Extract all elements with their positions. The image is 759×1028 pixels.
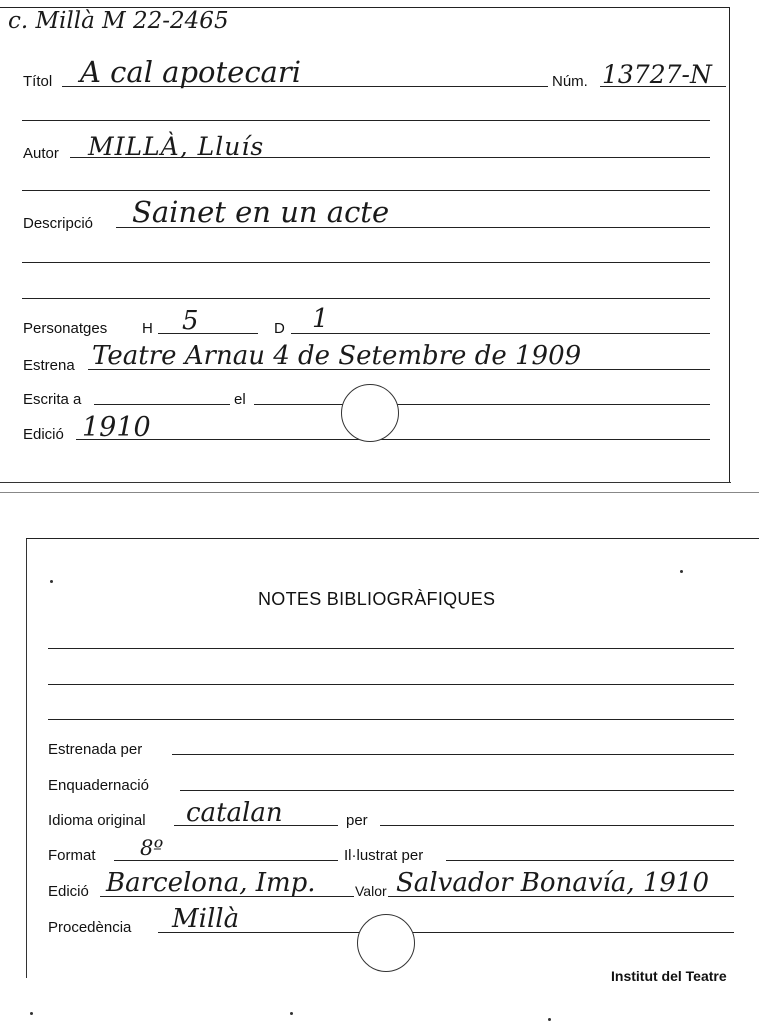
author-extra-line bbox=[22, 190, 710, 191]
illustrated-by-label: Il·lustrat per bbox=[344, 847, 424, 864]
cards-divider bbox=[0, 492, 759, 493]
edition2-value-a: Barcelona, Imp. bbox=[106, 868, 316, 898]
title-label: Títol bbox=[23, 73, 53, 90]
speck bbox=[680, 570, 683, 573]
binding-label: Enquadernació bbox=[48, 777, 149, 794]
premiered-by-line bbox=[172, 754, 734, 755]
notes-heading: NOTES BIBLIOGRÀFIQUES bbox=[258, 589, 496, 609]
description-value: Sainet en un acte bbox=[132, 195, 390, 229]
binding-line bbox=[180, 790, 734, 791]
punch-hole bbox=[341, 384, 399, 442]
characters-d-line bbox=[291, 333, 710, 334]
title-extra-line bbox=[22, 120, 710, 121]
description-label: Descripció bbox=[23, 215, 94, 232]
characters-d-value: 1 bbox=[312, 304, 329, 334]
illustrated-by-line bbox=[446, 860, 734, 861]
card1-bottom-edge bbox=[0, 482, 731, 483]
characters-h-value: 5 bbox=[182, 306, 199, 336]
original-language-label: Idioma original bbox=[48, 812, 146, 829]
premiere-label: Estrena bbox=[23, 357, 75, 374]
number-value: 13727-N bbox=[602, 60, 712, 89]
edition2-label: Edició bbox=[48, 883, 89, 900]
provenance-line bbox=[158, 932, 734, 933]
edition-label: Edició bbox=[23, 426, 64, 443]
punch-hole-2 bbox=[357, 914, 415, 972]
notes-line-2 bbox=[48, 684, 734, 685]
characters-h-label: H bbox=[142, 320, 153, 337]
card2-top-edge bbox=[26, 538, 759, 539]
notes-line-1 bbox=[48, 648, 734, 649]
written-in-label: Escrita a bbox=[23, 391, 82, 408]
translated-by-label: per bbox=[346, 812, 368, 829]
number-label: Núm. bbox=[552, 73, 588, 90]
speck bbox=[30, 1012, 33, 1015]
premiere-value: Teatre Arnau 4 de Setembre de 1909 bbox=[92, 341, 582, 371]
author-label: Autor bbox=[23, 145, 59, 162]
written-in-line bbox=[94, 404, 230, 405]
provenance-value: Millà bbox=[172, 904, 240, 934]
notes-line-3 bbox=[48, 719, 734, 720]
written-on-label: el bbox=[234, 391, 246, 408]
original-language-value: catalan bbox=[186, 798, 283, 828]
speck bbox=[50, 580, 53, 583]
translated-by-line bbox=[380, 825, 734, 826]
speck bbox=[290, 1012, 293, 1015]
edition-value: 1910 bbox=[82, 412, 151, 443]
written-on-line bbox=[254, 404, 710, 405]
description-extra-line-1 bbox=[22, 262, 710, 263]
characters-h-line bbox=[158, 333, 258, 334]
value-label: Valor bbox=[355, 883, 387, 899]
edition2-value-b: Salvador Bonavía, 1910 bbox=[396, 868, 710, 898]
provenance-label: Procedència bbox=[48, 919, 132, 936]
edition-line bbox=[76, 439, 710, 440]
characters-d-label: D bbox=[274, 320, 285, 337]
card2-left-edge bbox=[26, 538, 27, 978]
catalog-reference: c. Millà M 22-2465 bbox=[8, 8, 229, 34]
speck bbox=[548, 1018, 551, 1021]
format-value: 8º bbox=[140, 836, 164, 860]
characters-label: Personatges bbox=[23, 320, 108, 337]
format-label: Format bbox=[48, 847, 96, 864]
author-value: MILLÀ, Lluís bbox=[88, 132, 265, 161]
premiered-by-label: Estrenada per bbox=[48, 741, 143, 758]
description-extra-line-2 bbox=[22, 298, 710, 299]
card1-right-edge bbox=[729, 7, 730, 483]
title-value: A cal apotecari bbox=[80, 55, 301, 89]
institution-stamp: Institut del Teatre bbox=[611, 968, 727, 984]
format-line bbox=[114, 860, 338, 861]
